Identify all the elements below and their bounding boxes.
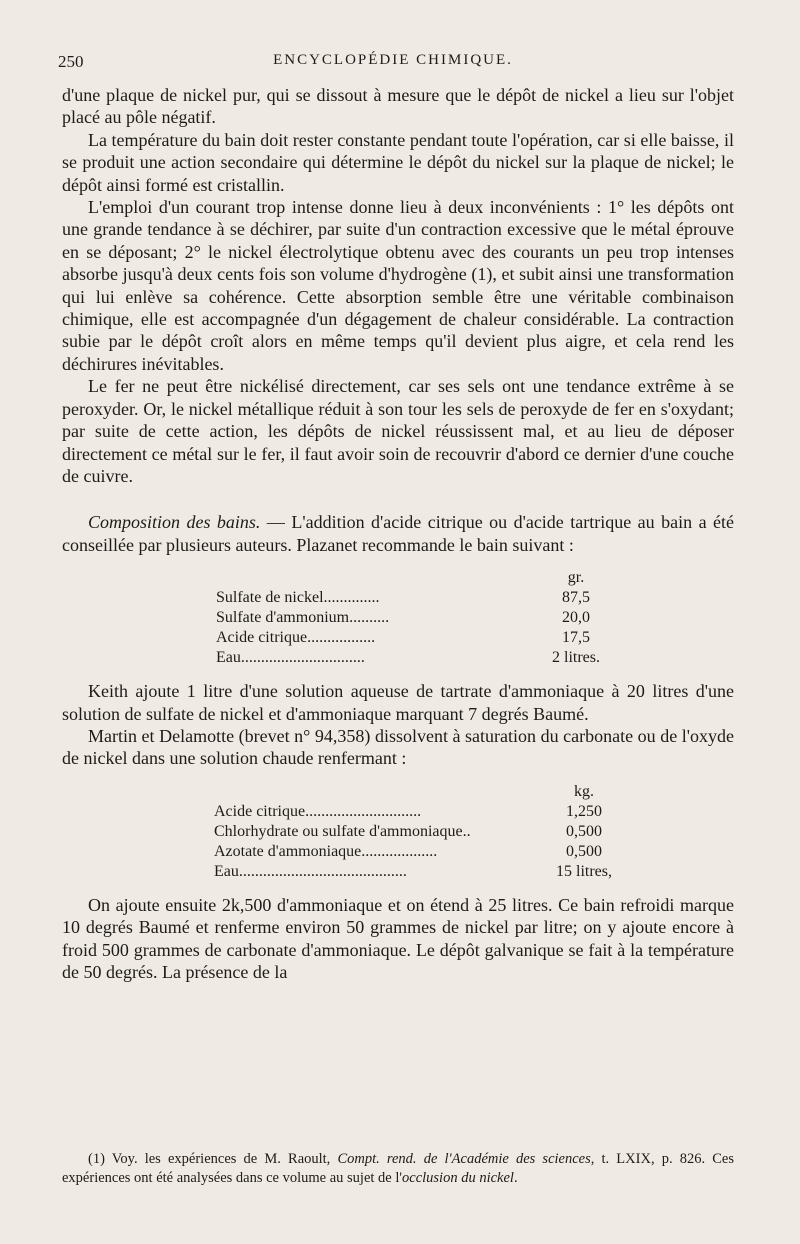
table-row [62,862,734,882]
quantity: 15 litres, [556,862,612,880]
paragraph-text: — L'addition d'acide citrique ou d'acide tartrique au bain a été conseillée par plusieurs auteurs. Plazanet recommande le bain suivant : [62,512,734,555]
paragraph: d'une plaque de nickel pur, qui se dissout à mesure que le dépôt de nickel a lieu sur l'objet placé au pôle négatif. [62,85,734,128]
unit-label: kg. [574,782,594,800]
quantity: 87,5 [562,589,590,607]
unit-label: gr. [567,569,585,587]
quantity: 2 litres. [552,649,600,667]
footnote: (1) Voy. les expériences de M. Raoult, Compt. rend. de l'Académie des sciences, t. LXIX, p. 826. Ces expériences ont été analysées dans ce volume au sujet de l'occlusion du nickel. [62,1151,734,1186]
body-text [62,84,734,983]
paragraph: L'emploi d'un courant trop intense donne lieu à deux inconvénients : 1° les dépôts ont une grande tendance à se déchirer, par suite d'un contraction excessive que le métal éprouve en se déposant; 2° le nickel électrolytique obtenu avec des courants un peu trop intenses absorbe jusqu'à deux cents fois son volume d'hydrogène (1), et subit ainsi une transformation qui lui enlève sa cohérence. Cette absorption semble être une véritable combinaison chimique, elle est accompagnée d'un dégagement de chaleur considérable. La contraction subie par le dépôt croît alors en même temps qu'il devient plus aigre, et cela rend les déchirures inévitables. [62,197,734,374]
ingredient: Eau............................... [216,649,365,667]
quantity: 20,0 [562,609,590,627]
table-row [62,588,734,608]
paragraph-composition [62,511,734,556]
paragraph-text: Le fer ne peut être nickélisé directement, car ses sels ont une tendance extrême à se peroxyder. Or, le nickel métallique réduit à son tour les sels de peroxyde de fer en s'oxydant; par suite de cette action, les dépôts de nickel réussissent mal, et au lieu de déposer directement ce métal sur le fer, il faut avoir soin de recouvrir d'abord ce dernier d'une couche de cuivre. [62,376,734,486]
section-heading: Composition des bains. [88,512,261,533]
table-row [62,822,734,842]
table-row [62,802,734,822]
recipe-table-martin-delamotte [62,782,734,882]
paragraph [62,375,734,487]
ingredient: Acide citrique................. [216,629,376,647]
paragraph: Martin et Delamotte (brevet n° 94,358) dissolvent à saturation du carbonate ou de l'oxyde de nickel dans une solution chaude renfermant : [62,725,734,769]
quantity: 17,5 [562,629,590,647]
paragraph: Keith ajoute 1 litre d'une solution aqueuse de tartrate d'ammoniaque à 20 litres d'une solution de sulfate de nickel et d'ammoniaque marquant 7 degrés Baumé. [62,681,734,724]
table-row [62,628,734,648]
journal-title: Compt. rend. de l'Académie des sciences [337,1151,591,1167]
recipe-table-plazanet [62,568,734,668]
quantity: 0,500 [566,842,602,860]
table-row [62,648,734,668]
page-number: 250 [58,52,84,71]
table-unit-row [62,568,734,588]
footnotes [62,1150,734,1188]
ingredient: Eau.......................................... [214,862,407,880]
ingredient: Sulfate de nickel.............. [216,589,380,607]
ingredient: Acide citrique............................. [214,802,422,820]
table-row [62,842,734,862]
ingredient: Sulfate d'ammonium.......... [216,609,390,627]
topic-title: occlusion du nickel [402,1170,514,1186]
quantity: 0,500 [566,822,602,840]
paragraph: On ajoute ensuite 2k,500 d'ammoniaque et on étend à 25 litres. Ce bain refroidi marque 10 degrés Baumé et renferme environ 50 grammes de nickel par litre; on y ajoute encore à froid 500 grammes de carbonate d'ammoniaque. Le dépôt galvanique se fait à la température de 50 degrés. La présence de la [62,894,734,982]
quantity: 1,250 [566,802,602,820]
ingredient: Chlorhydrate ou sulfate d'ammoniaque.. [214,822,471,840]
ingredient: Azotate d'ammoniaque................... [214,842,438,860]
page-header [58,52,728,74]
table-unit-row [62,782,734,802]
table-row [62,608,734,628]
running-title: ENCYCLOPÉDIE CHIMIQUE. [273,52,513,68]
paragraph: La température du bain doit rester constante pendant toute l'opération, car si elle baisse, il se produit une action secondaire qui détermine le dépôt du nickel sur la plaque de nickel; le dépôt ainsi formé est cristallin. [62,129,734,195]
